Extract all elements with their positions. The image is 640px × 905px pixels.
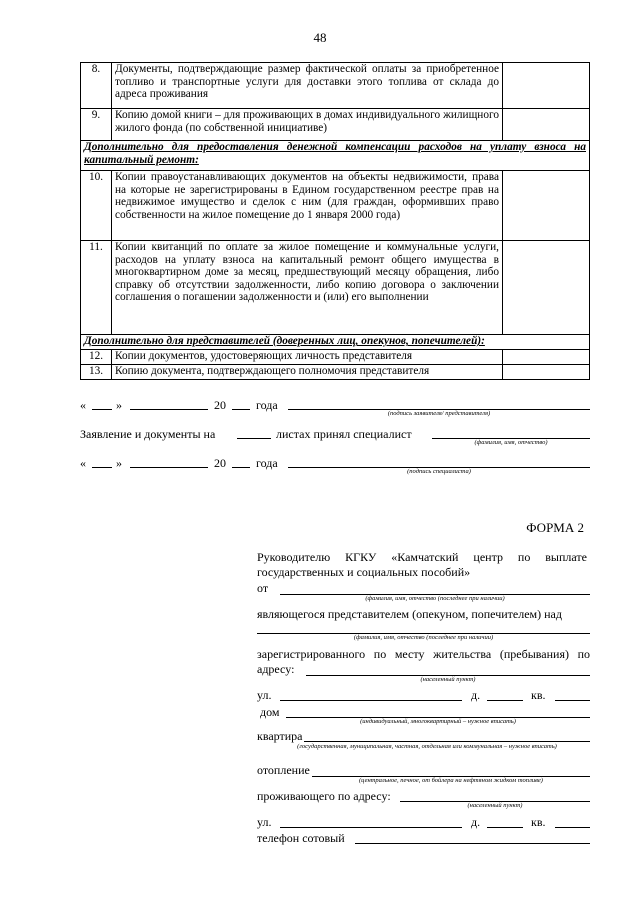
apartment-label: квартира bbox=[257, 729, 303, 743]
row-mark-cell[interactable] bbox=[503, 365, 590, 380]
house-number-field[interactable] bbox=[487, 700, 523, 701]
street-field[interactable] bbox=[280, 700, 462, 701]
day-field[interactable] bbox=[92, 409, 112, 410]
applicant-signature-caption: (подпись заявителя/ представителя) bbox=[387, 410, 491, 417]
residing-label: проживающего по адресу: bbox=[257, 789, 391, 803]
row-text: Копии квитанций по оплате за жилое помещение и коммунальные услуги, расходов на уплату взноса на капитальный ремонт общего имущества в многоквартирном доме за месяц, предшествующий месяцу обращения, либо справку об отсутствии задолженности, либо копию договора о заключении соглашения о погашении задолженности и (или) его выполнении bbox=[112, 241, 503, 335]
representative-label: являющегося представителем (опекуном, попечителем) над bbox=[257, 607, 562, 621]
residing-house-field[interactable] bbox=[487, 827, 523, 828]
row-number: 11. bbox=[81, 241, 112, 335]
residing-apartment-field[interactable] bbox=[555, 827, 590, 828]
house-short-label: д. bbox=[471, 815, 481, 829]
section-row bbox=[81, 141, 590, 171]
street-label: ул. bbox=[257, 815, 272, 829]
apartment-short-label: кв. bbox=[531, 815, 546, 829]
row-number: 12. bbox=[81, 350, 112, 365]
row-mark-cell[interactable] bbox=[503, 63, 590, 109]
year-field[interactable] bbox=[232, 409, 250, 410]
phone-field[interactable] bbox=[355, 843, 590, 844]
specialist-signature-caption: (подпись специалиста) bbox=[407, 468, 471, 475]
apartment-number-field[interactable] bbox=[555, 700, 590, 701]
table-row bbox=[81, 350, 590, 365]
row-mark-cell[interactable] bbox=[503, 350, 590, 365]
applicant-name-caption: (фамилия, имя, отчество (последнее при наличии) bbox=[365, 595, 505, 602]
row-text: Копии правоустанавливающих документов на объекты недвижимости, права на которые не зарегистрированы в Едином государственном реестре прав на недвижимое имущество и сделок с ним (для граждан, оформивших право собственности на жилое помещение до 1 января 2000 года) bbox=[112, 171, 503, 241]
page-number: 48 bbox=[313, 30, 327, 45]
year-prefix: 20 bbox=[214, 456, 226, 470]
apartment-type-field[interactable] bbox=[304, 741, 590, 742]
row-number: 8. bbox=[81, 63, 112, 109]
locality-caption: (населенный пункт) bbox=[420, 676, 476, 683]
phone-label: телефон сотовый bbox=[257, 831, 345, 845]
table-row bbox=[81, 241, 590, 335]
house-type-caption: (индивидуальный, многоквартирный – нужное вписать) bbox=[360, 718, 516, 725]
addressee: Руководителю КГКУ «Камчатский центр по выплате государственных и социальных пособий» bbox=[257, 550, 587, 579]
year-suffix: года bbox=[256, 398, 278, 412]
year-field[interactable] bbox=[232, 467, 250, 468]
registered-label: зарегистрированного по месту жительства (пребывания) по адресу: bbox=[257, 647, 590, 676]
table-row bbox=[81, 365, 590, 380]
form-title: ФОРМА 2 bbox=[526, 520, 584, 535]
table-row bbox=[81, 171, 590, 241]
year-suffix: года bbox=[256, 456, 278, 470]
quote-close: » bbox=[116, 398, 122, 412]
accepted-mid: листах принял специалист bbox=[276, 427, 412, 441]
row-mark-cell[interactable] bbox=[503, 109, 590, 141]
row-mark-cell[interactable] bbox=[503, 171, 590, 241]
street-label: ул. bbox=[257, 688, 272, 702]
row-number: 13. bbox=[81, 365, 112, 380]
row-text: Копию домой книги – для проживающих в домах индивидуального жилищного жилого фонда (по собственной инициативе) bbox=[112, 109, 503, 141]
residing-locality-caption: (населенный пункт) bbox=[467, 802, 523, 809]
apartment-type-caption: (государственная, муниципальная, частная, отдельная или коммунальная – нужное вписать) bbox=[297, 743, 557, 750]
row-text: Документы, подтверждающие размер фактической оплаты за приобретенное топливо и транспортные услуги для доставки этого топлива от склада до адреса проживания bbox=[112, 63, 503, 109]
row-text: Копии документов, удостоверяющих личность представителя bbox=[112, 350, 503, 365]
heating-label: отопление bbox=[257, 763, 310, 777]
specialist-name-caption: (фамилия, имя, отчество) bbox=[474, 439, 548, 446]
table-row bbox=[81, 109, 590, 141]
heating-type-caption: (центральное, печное, от бойлера на нефтяном жидком топливе) bbox=[359, 777, 543, 784]
table-row bbox=[81, 63, 590, 109]
section-heading: Дополнительно для предоставления денежной компенсации расходов на уплату взноса на капитальный ремонт: bbox=[81, 141, 590, 171]
sheets-count-field[interactable] bbox=[237, 438, 271, 439]
section-heading: Дополнительно для представителей (доверенных лиц, опекунов, попечителей): bbox=[81, 335, 590, 350]
day-field[interactable] bbox=[92, 467, 112, 468]
from-label: от bbox=[257, 581, 269, 595]
row-number: 9. bbox=[81, 109, 112, 141]
month-field[interactable] bbox=[130, 467, 208, 468]
ward-name-caption: (фамилия, имя, отчество (последнее при наличии) bbox=[353, 634, 494, 641]
quote-close: » bbox=[116, 456, 122, 470]
apartment-short-label: кв. bbox=[531, 688, 546, 702]
house-label: дом bbox=[260, 705, 280, 719]
month-field[interactable] bbox=[130, 409, 208, 410]
documents-table bbox=[80, 62, 590, 380]
row-mark-cell[interactable] bbox=[503, 241, 590, 335]
quote-open: « bbox=[80, 456, 86, 470]
year-prefix: 20 bbox=[214, 398, 226, 412]
residing-street-field[interactable] bbox=[280, 827, 462, 828]
accepted-prefix: Заявление и документы на bbox=[80, 427, 216, 441]
section-row bbox=[81, 335, 590, 350]
row-number: 10. bbox=[81, 171, 112, 241]
house-short-label: д. bbox=[471, 688, 481, 702]
quote-open: « bbox=[80, 398, 86, 412]
row-text: Копию документа, подтверждающего полномочия представителя bbox=[112, 365, 503, 380]
